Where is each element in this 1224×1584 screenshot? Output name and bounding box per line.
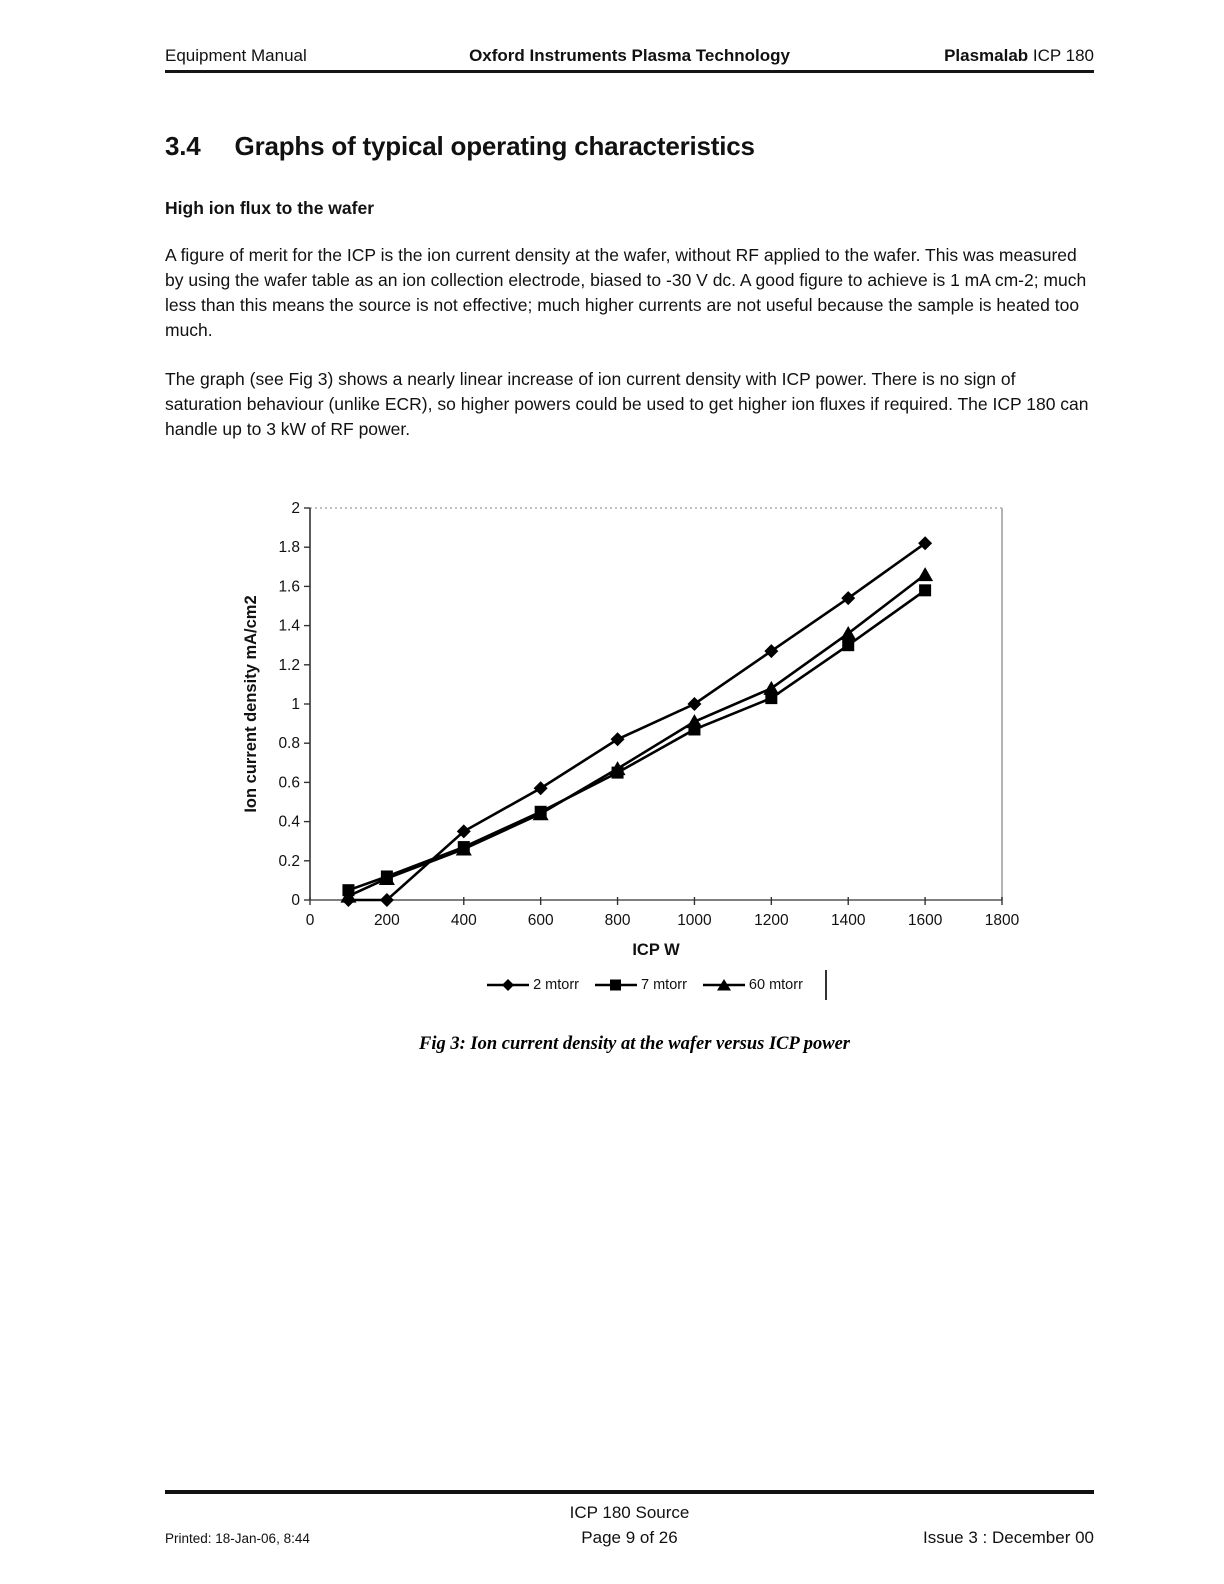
legend-item-2-mtorr [485, 977, 579, 993]
header-rule [165, 70, 1094, 73]
footer-issue-text: Issue 3 : December 00 [922, 1528, 1095, 1547]
y-tick-label: 0.2 [278, 852, 300, 870]
page-content [165, 0, 1094, 1055]
x-tick-label: 400 [450, 912, 477, 929]
y-tick-label: 0.4 [278, 813, 300, 831]
footer-rule [165, 1490, 1094, 1494]
x-tick-label: 1800 [984, 912, 1020, 929]
header-right-bold: Plasmalab [944, 46, 1029, 65]
diamond-marker-icon [485, 977, 531, 993]
figure-block [165, 500, 1094, 1055]
footer-page-number: Page 9 of 26 [581, 1528, 678, 1547]
header-right-regular: ICP 180 [1028, 46, 1095, 65]
paragraph-2: The graph (see Fig 3) shows a nearly linear increase of ion current density with ICP power. There is no sign of saturation behaviour (unlike ECR), so higher powers could be used to get higher ion fluxes if required. The ICP 180 can handle up to 3 kW of RF power. [165, 369, 1089, 439]
y-tick-label: 1 [291, 696, 300, 713]
sub-heading: High ion flux to the wafer [165, 198, 375, 218]
series-line-triangle [348, 575, 925, 896]
legend-label: 60 mtorr [748, 977, 803, 993]
series-line-diamond [348, 543, 925, 900]
data-point-triangle [686, 714, 702, 728]
footer-doc-title: ICP 180 Source [569, 1503, 690, 1522]
triangle-marker-icon [701, 977, 747, 993]
header-left-text: Equipment Manual [165, 46, 307, 65]
chart-x-axis-label: ICP W [632, 941, 680, 959]
y-tick-label: 0.6 [278, 774, 300, 792]
legend-marker-glyph [610, 980, 621, 991]
figure-caption: Fig 3: Ion current density at the wafer versus ICP power [418, 1034, 850, 1054]
section-number: 3.4 [165, 131, 201, 161]
x-tick-label: 0 [305, 912, 315, 929]
x-tick-label: 1600 [907, 912, 943, 929]
legend-box-edge [825, 970, 827, 1000]
legend-marker-glyph [502, 979, 514, 991]
y-tick-label: 0 [291, 892, 300, 909]
section-title: Graphs of typical operating characteristics [234, 131, 755, 161]
legend-item-7-mtorr [593, 977, 687, 993]
data-point-square [842, 639, 854, 651]
header-right-text [836, 46, 1094, 66]
page-footer [165, 1490, 1094, 1548]
page-header [165, 46, 1094, 66]
paragraph-1: A figure of merit for the ICP is the ion current density at the wafer, without RF applied to the wafer. This was measured by using the wafer table as an ion collection electrode, biased to -30 V dc. A good figure to achieve is 1 mA cm-2; much less than this means the source is not effective; much higher currents are not useful because the sample is heated too much. [165, 245, 1087, 340]
chart-y-axis-label: Ion current density mA/cm2 [242, 595, 260, 813]
chart [242, 500, 1094, 939]
data-point-square [919, 584, 931, 596]
y-tick-label: 0.8 [278, 735, 300, 753]
x-tick-label: 200 [373, 912, 400, 929]
x-tick-label: 1200 [754, 912, 789, 929]
y-tick-label: 1.2 [278, 656, 300, 674]
header-center-text: Oxford Instruments Plasma Technology [469, 46, 790, 65]
chart-under-plot [242, 941, 1032, 1000]
y-tick-label: 2 [291, 500, 300, 517]
square-marker-icon [593, 977, 639, 993]
section-heading [165, 131, 1094, 162]
legend-item-60-mtorr [701, 977, 803, 993]
x-tick-label: 800 [604, 912, 631, 929]
line-chart-canvas [242, 500, 1032, 934]
data-point-triangle [917, 567, 933, 581]
y-tick-label: 1.8 [278, 539, 300, 557]
y-tick-label: 1.4 [278, 617, 300, 635]
footer-row [165, 1528, 1094, 1548]
series-line-square [348, 590, 925, 890]
chart-legend [242, 970, 1032, 1000]
data-point-diamond [611, 732, 625, 746]
data-point-diamond [534, 781, 548, 795]
legend-label: 2 mtorr [533, 977, 579, 993]
x-tick-label: 1400 [830, 912, 866, 929]
legend-label: 7 mtorr [641, 977, 687, 993]
footer-printed-text: Printed: 18-Jan-06, 8:44 [165, 1531, 310, 1546]
y-tick-label: 1.6 [278, 578, 300, 596]
x-tick-label: 600 [527, 912, 554, 929]
x-tick-label: 1000 [677, 912, 712, 929]
